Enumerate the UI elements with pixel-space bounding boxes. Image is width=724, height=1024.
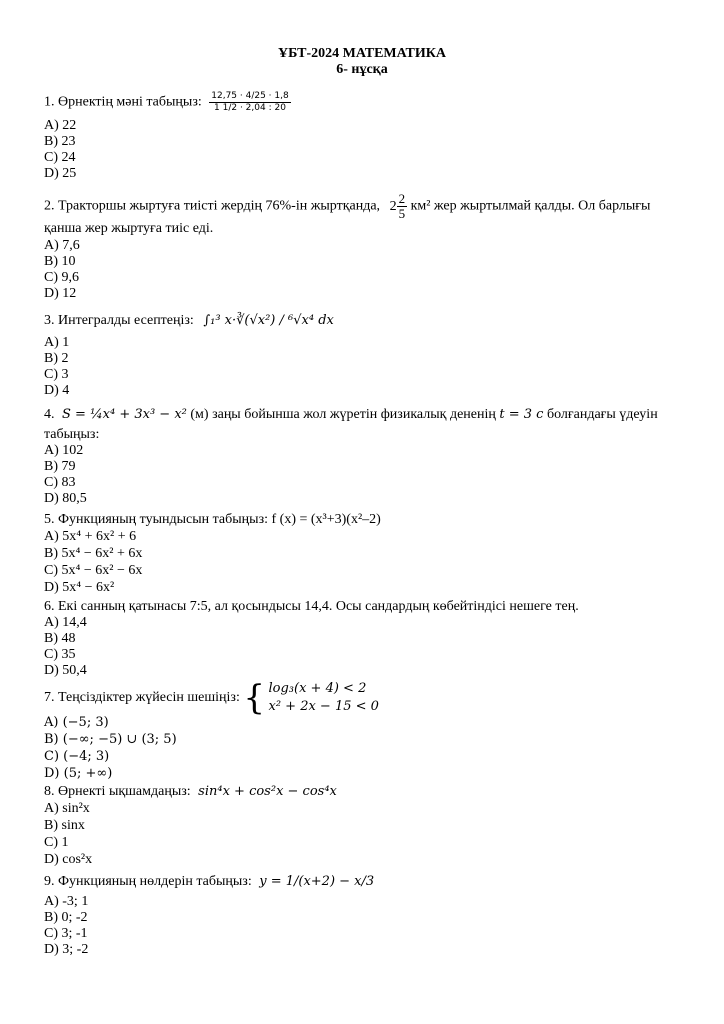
q4-option-b[interactable]: B) 79	[44, 459, 76, 474]
variant-label: 6- нұсқа	[336, 62, 388, 77]
q9-option-c[interactable]: C) 3; -1	[44, 926, 88, 941]
q8-option-d[interactable]: D) cos²x	[44, 852, 93, 867]
q1-option-b[interactable]: B) 23	[44, 134, 76, 149]
q4-option-c[interactable]: C) 83	[44, 475, 76, 490]
document-title: ҰБТ-2024 МАТЕМАТИКА	[277, 46, 447, 61]
q6-option-a[interactable]: A) 14,4	[44, 615, 87, 630]
q5-option-d[interactable]: D) 5x⁴ − 6x²	[44, 580, 115, 595]
question-2-line-2: қанша жер жыртуға тиіс еді.	[44, 221, 214, 236]
fraction-numerator: 2	[398, 191, 406, 206]
integral-expression: ∫₁³ x·∛(√x²) / ⁶√x⁴ dx	[203, 313, 334, 328]
q3-option-b[interactable]: B) 2	[44, 351, 69, 366]
q5-option-b[interactable]: B) 5x⁴ − 6x² + 6x	[44, 546, 143, 561]
question-1-text: 1. Өрнектің мәні табыңыз:	[44, 94, 202, 110]
trig-expression: sin⁴x + cos²x − cos⁴x	[198, 784, 337, 799]
question-7-text: 7. Теңсіздіктер жүйесін шешіңіз:	[44, 690, 240, 705]
q3-option-a[interactable]: A) 1	[44, 335, 70, 350]
question-4-text: (м) заңы бойынша жол жүретін физикалық дененің	[190, 407, 496, 422]
q5-option-c[interactable]: C) 5x⁴ − 6x² − 6x	[44, 563, 143, 578]
question-4-number: 4.	[44, 407, 55, 422]
function-expression: y = 1/(x+2) − x/3	[259, 874, 375, 889]
inequality-1: log₃(x + 4) < 2	[268, 681, 367, 696]
q2-option-b[interactable]: B) 10	[44, 254, 76, 269]
q6-option-b[interactable]: B) 48	[44, 631, 76, 646]
q3-option-c[interactable]: C) 3	[44, 367, 69, 382]
q8-option-a[interactable]: A) sin²x	[44, 801, 90, 816]
q1-option-a[interactable]: A) 22	[44, 118, 77, 133]
q9-option-d[interactable]: D) 3; -2	[44, 942, 89, 957]
question-3	[44, 313, 334, 329]
q6-option-d[interactable]: D) 50,4	[44, 663, 87, 678]
q4-option-d[interactable]: D) 80,5	[44, 491, 87, 506]
question-9-text: 9. Функцияның нөлдерін табыңыз:	[44, 874, 252, 889]
inequality-system	[269, 680, 379, 716]
q7-option-d[interactable]: D) (5; +∞)	[44, 766, 113, 781]
q8-option-c[interactable]: C) 1	[44, 835, 69, 850]
q3-option-d[interactable]: D) 4	[44, 383, 70, 398]
question-8	[44, 784, 337, 800]
q7-option-a[interactable]: A) (−5; 3)	[44, 715, 109, 730]
question-4-text-cont: болғандағы үдеуін	[546, 407, 658, 422]
q5-option-a[interactable]: A) 5x⁴ + 6x² + 6	[44, 529, 137, 544]
question-3-text: 3. Интегралды есептеңіз:	[44, 313, 194, 328]
question-1-expression	[209, 91, 290, 114]
question-2-text: 2. Тракторшы жыртуға тиісті жердің 76%-ін жыртқанда,	[44, 198, 381, 214]
time-value: t = 3 c	[499, 407, 544, 422]
expression-numerator: 12,75 · 4/25 · 1,8	[211, 91, 289, 101]
q6-option-c[interactable]: C) 35	[44, 647, 76, 662]
expression-denominator: 1 1/2 · 2,04 : 20	[214, 103, 286, 113]
motion-formula: S = ¼x⁴ + 3x³ − x²	[62, 407, 187, 422]
q4-option-a[interactable]: A) 102	[44, 443, 84, 458]
q9-option-a[interactable]: A) -3; 1	[44, 894, 89, 909]
q1-option-c[interactable]: C) 24	[44, 150, 76, 165]
q2-option-d[interactable]: D) 12	[44, 286, 77, 301]
mixed-number-fraction	[397, 192, 408, 221]
q7-option-c[interactable]: C) (−4; 3)	[44, 749, 110, 764]
question-5: 5. Функцияның туындысын табыңыз: f (x) = (x³+3)(x²–2)	[44, 512, 381, 527]
q9-option-b[interactable]: B) 0; -2	[44, 910, 88, 925]
question-9	[44, 874, 374, 890]
question-2	[44, 192, 650, 221]
q7-option-b[interactable]: B) (−∞; −5) ∪ (3; 5)	[44, 732, 177, 747]
question-4	[44, 407, 658, 423]
q1-option-d[interactable]: D) 25	[44, 166, 77, 181]
q8-option-b[interactable]: B) sinx	[44, 818, 85, 833]
question-1	[44, 91, 291, 114]
q2-option-a[interactable]: A) 7,6	[44, 238, 80, 253]
system-brace-icon: {	[243, 678, 265, 718]
question-7	[44, 680, 379, 716]
question-6: 6. Екі санның қатынасы 7:5, ал қосындысы 14,4. Осы сандардың көбейтіндісі нешеге тең.	[44, 599, 579, 614]
question-2-text-cont: км² жер жыртылмай қалды. Ол барлығы	[410, 198, 651, 214]
inequality-2: x² + 2x − 15 < 0	[268, 699, 379, 714]
mixed-number-whole: 2	[389, 198, 397, 214]
question-4-line-2: табыңыз:	[44, 427, 100, 442]
fraction-denominator: 5	[398, 206, 406, 221]
q2-option-c[interactable]: C) 9,6	[44, 270, 79, 285]
question-8-text: 8. Өрнекті ықшамдаңыз:	[44, 784, 191, 799]
